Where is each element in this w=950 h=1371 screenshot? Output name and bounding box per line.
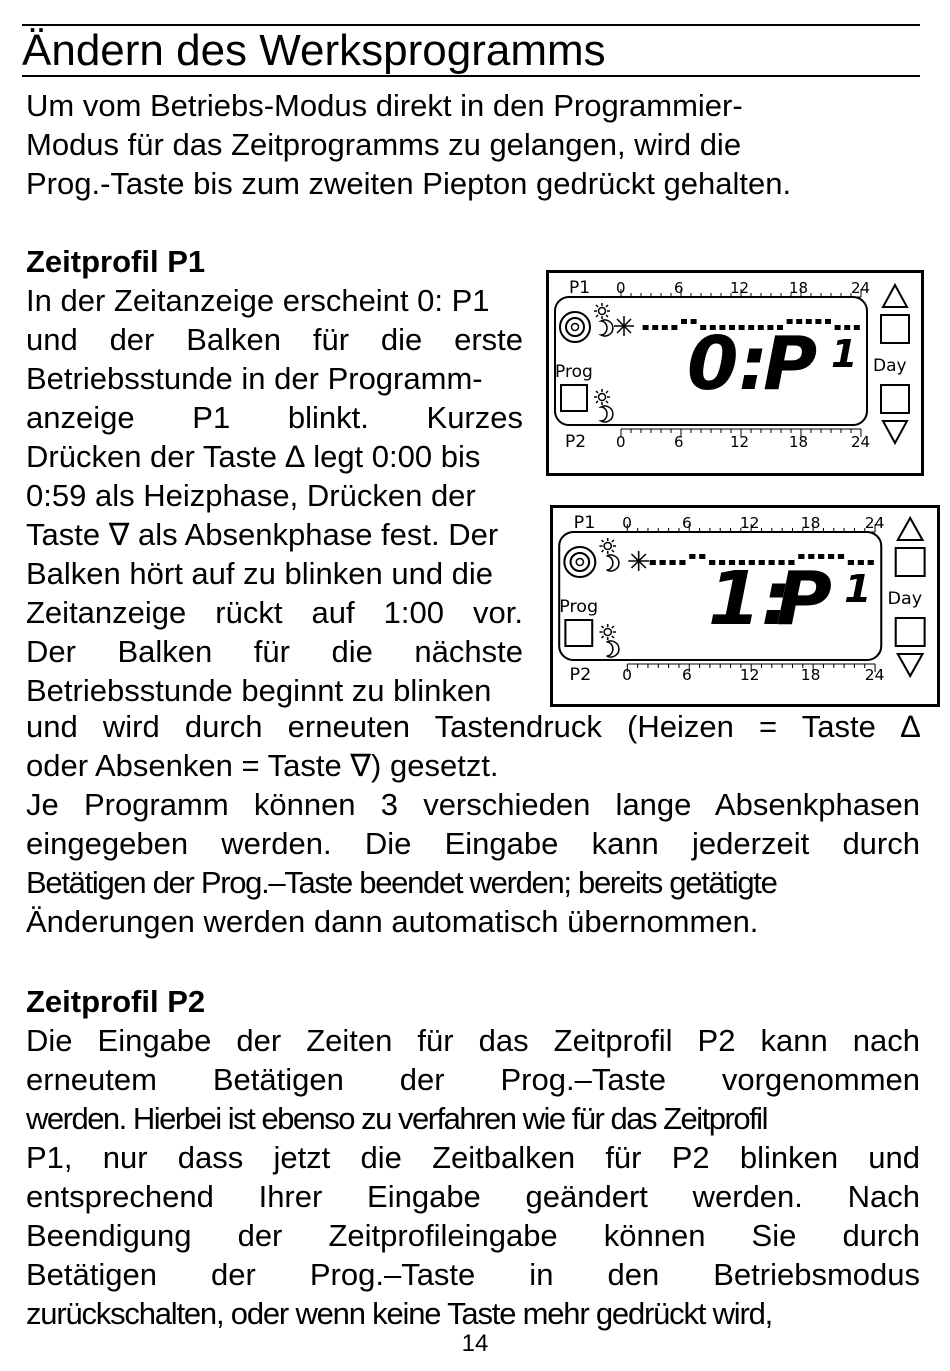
label-p2: P2: [565, 432, 587, 452]
sun-icon: [594, 389, 610, 405]
program-number: 1: [831, 332, 858, 376]
text-line: Taste ∇ als Absenkphase fest. Der: [26, 517, 499, 552]
program-number: 1: [844, 567, 872, 612]
p1-wide-text: [26, 707, 920, 941]
hour-bar-segment: [858, 560, 864, 565]
title-underline: [22, 75, 920, 77]
prog-button[interactable]: [561, 385, 587, 411]
tick-label: 24: [851, 433, 871, 451]
hour-bar-segment: [679, 560, 685, 565]
heading-zeitprofil-p2: Zeitprofil P2: [26, 984, 206, 1019]
label-prog: Prog: [559, 597, 599, 617]
tick-label: 6: [682, 666, 692, 684]
tick-label: 6: [674, 433, 684, 451]
text-line: Modus für das Zeitprogramms zu gelangen, wird die: [26, 127, 742, 162]
thermostat-display-2: [550, 505, 940, 707]
tick-label: 24: [864, 514, 885, 532]
text-line: P1, nur dass jetzt die Zeitbalken für P2 blinken und: [26, 1140, 920, 1175]
hour-bar-segment: [844, 325, 850, 330]
thermostat-display-1: [546, 270, 924, 476]
hour-bar-segment: [671, 325, 677, 330]
tick-label: 24: [864, 666, 885, 684]
hour-bar-segment: [652, 325, 658, 330]
p1-narrow-text: [26, 281, 523, 710]
hour-bar-segment: [689, 554, 695, 559]
moon-icon: [601, 406, 613, 422]
up-button[interactable]: [881, 315, 909, 343]
tick-label: 0: [616, 433, 626, 451]
tick-label: 6: [682, 514, 692, 532]
text-line: erneutem Betätigen der Prog.–Taste vorgenommen: [26, 1062, 920, 1097]
hour-bar-segment: [643, 325, 649, 330]
hour-digits: 0:: [687, 321, 769, 407]
tick-label: 12: [730, 433, 750, 451]
down-button[interactable]: [881, 385, 909, 413]
intro-paragraph: [26, 86, 926, 203]
text-line: Betätigen der Prog.–Taste in den Betriebsmodus: [26, 1257, 920, 1292]
sun-icon: [599, 624, 616, 640]
tick-label: 0: [622, 514, 633, 532]
hour-bar-segment: [660, 560, 666, 565]
text-line: Betriebsstunde beginnt zu blinken: [26, 673, 492, 708]
hour-bar-segment: [650, 560, 656, 565]
tick-label: 6: [674, 279, 684, 297]
text-line: Um vom Betriebs-Modus direkt in den Programmier-: [26, 88, 743, 123]
hour-bar-segment: [838, 554, 844, 559]
p2-text: [26, 1021, 920, 1333]
tick-label: 12: [739, 514, 760, 532]
text-line: Betriebsstunde in der Programm-: [26, 361, 483, 396]
blinking-hour-marker-icon: [628, 551, 649, 571]
triangle-up-icon: [898, 518, 923, 540]
tick-label: 24: [851, 279, 871, 297]
text-line: Die Eingabe der Zeiten für das Zeitprofil P2 kann nach: [26, 1023, 920, 1058]
triangle-down-icon: [883, 421, 907, 443]
page-title: Ändern des Werksprogramms: [22, 26, 606, 75]
sun-icon: [599, 538, 616, 554]
down-button[interactable]: [896, 618, 925, 646]
hour-bar-segment: [835, 325, 841, 330]
display-2-drawing: [553, 508, 937, 704]
bottom-scale: [622, 664, 884, 684]
dial-icon: [564, 547, 595, 577]
moon-icon: [607, 555, 619, 571]
text-line: In der Zeitanzeige erscheint 0: P1: [26, 283, 490, 318]
blinking-hour-marker-icon: [614, 316, 634, 336]
text-line: eingegeben werden. Die Eingabe kann jederzeit durch: [26, 826, 920, 861]
text-line: Änderungen werden dann automatisch übernommen.: [26, 904, 759, 939]
dial-icon: [560, 312, 590, 342]
hour-bar-segment: [854, 325, 860, 330]
hour-bar-segment: [825, 319, 831, 324]
text-line: oder Absenken = Taste ∇) gesetzt.: [26, 748, 499, 783]
sun-icon: [594, 303, 610, 319]
text-line: Betätigen der Prog.–Taste beendet werden; bereits getätigte: [26, 865, 777, 900]
text-line: und der Balken für die erste: [26, 322, 523, 357]
hour-bar-segment: [669, 560, 675, 565]
page-number: 14: [461, 1330, 489, 1357]
program-letter: P: [763, 321, 818, 407]
hour-bar-segment: [662, 325, 668, 330]
tick-label: 18: [789, 433, 809, 451]
tick-label: 0: [622, 666, 633, 684]
moon-icon: [601, 320, 613, 336]
heading-zeitprofil-p1: Zeitprofil P1: [26, 244, 206, 279]
hour-bar-segment: [848, 560, 854, 565]
tick-label: 12: [730, 279, 750, 297]
top-scale: [622, 514, 884, 532]
text-line: Balken hört auf zu blinken und die: [26, 556, 494, 591]
label-day: Day: [887, 589, 923, 609]
label-p1: P1: [573, 513, 596, 533]
moon-icon: [607, 641, 619, 657]
label-prog: Prog: [555, 362, 593, 382]
triangle-up-icon: [883, 285, 907, 307]
prog-button[interactable]: [565, 620, 592, 646]
hour-digits: 1:: [707, 555, 792, 642]
text-line: Beendigung der Zeitprofileingabe können Sie durch: [26, 1218, 920, 1253]
text-line: Zeitanzeige rückt auf 1:00 vor.: [26, 595, 523, 630]
text-line: und wird durch erneuten Tastendruck (Heizen = Taste ∆: [26, 709, 920, 744]
text-line: Je Programm können 3 verschieden lange Absenkphasen: [26, 787, 920, 822]
display-1-drawing: [549, 273, 921, 473]
label-p1: P1: [569, 278, 591, 298]
label-p2: P2: [569, 665, 592, 685]
text-line: Der Balken für die nächste: [26, 634, 523, 669]
triangle-down-icon: [898, 654, 923, 676]
up-button[interactable]: [896, 548, 925, 576]
hour-bar-segment: [699, 554, 705, 559]
text-line: Drücken der Taste ∆ legt 0:00 bis: [26, 439, 481, 474]
label-day: Day: [873, 356, 907, 376]
top-scale: [616, 279, 870, 297]
text-line: Prog.-Taste bis zum zweiten Piepton gedrückt gehalten.: [26, 166, 792, 201]
bottom-scale: [616, 429, 870, 451]
text-line: werden. Hierbei ist ebenso zu verfahren wie für das Zeitprofil: [26, 1101, 767, 1136]
program-letter: P: [775, 555, 832, 642]
tick-label: 12: [739, 666, 760, 684]
tick-label: 18: [789, 279, 809, 297]
text-line: zurückschalten, oder wenn keine Taste mehr gedrückt wird,: [26, 1296, 773, 1331]
text-line: 0:59 als Heizphase, Drücken der: [26, 478, 476, 513]
text-line: entsprechend Ihrer Eingabe geändert werden. Nach: [26, 1179, 920, 1214]
hour-bar-segment: [868, 560, 874, 565]
text-line: anzeige P1 blinkt. Kurzes: [26, 400, 523, 435]
tick-label: 18: [800, 514, 821, 532]
tick-label: 18: [800, 666, 821, 684]
tick-label: 0: [616, 279, 626, 297]
